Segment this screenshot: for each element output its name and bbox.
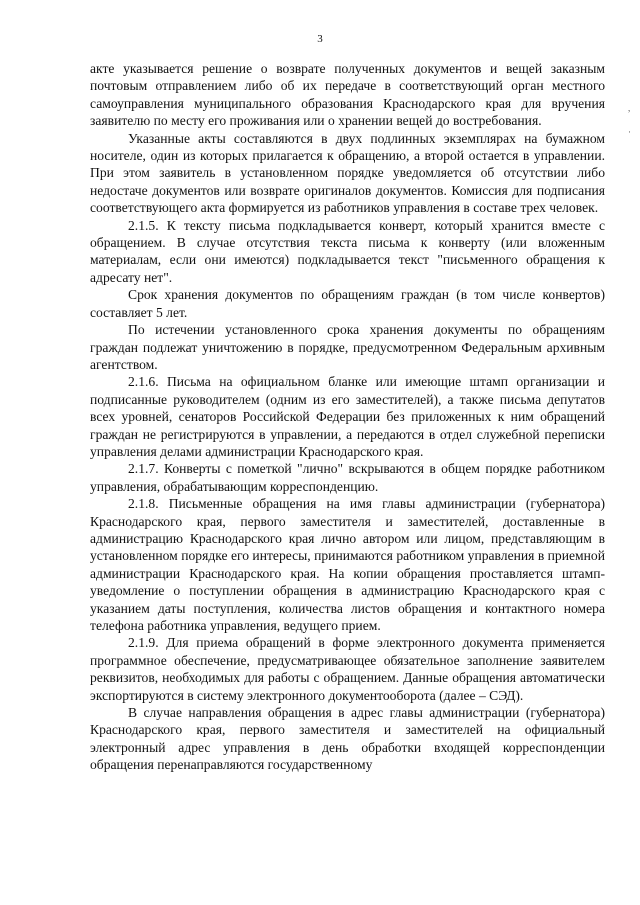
paragraph-2-1-9: 2.1.9. Для приема обращений в форме электронного документа применяется программное обеспечение, предусматривающее обязательное заполнение заявителем реквизитов, необходимых для работы с обращением. Данные обращения автоматически экспортируются в систему электронного документооборота (далее – СЭД). (90, 635, 605, 703)
margin-mark: · (628, 127, 631, 137)
page-number: 3 (317, 33, 323, 45)
margin-mark: , (628, 103, 631, 113)
paragraph-electronic-address: В случае направления обращения в адрес главы администрации (губернатора) Краснодарского края, первого заместителя и заместителей на официальный электронный адрес управления в день обработки входящей корреспонденции обращения перенаправляются государственному (90, 705, 605, 773)
paragraph-2-1-8: 2.1.8. Письменные обращения на имя главы администрации (губернатора) Краснодарского края, первого заместителя и заместителей, доставленные в администрацию Краснодарского края лично автором или лицом, представляющим в установленном порядке его интересы, принимаются работником управления в приемной администрации Краснодарского края. На копии обращения проставляется штамп-уведомление о поступлении обращения в администрацию Краснодарского края с указанием даты поступления, количества листов обращения и контактного номера телефона работника управления, ведущего прием. (90, 496, 605, 633)
paragraph-2-1-5: 2.1.5. К тексту письма подкладывается конверт, который хранится вместе с обращением. В случае отсутствия текста письма к конверту (или вложенным материалам, если они имеются) подкладывается текст "письменного обращения к адресату нет". (90, 217, 605, 285)
paragraph-acts: Указанные акты составляются в двух подлинных экземплярах на бумажном носителе, один из которых прилагается к обращению, а второй остается в управлении. При этом заявитель в установленном порядке уведомляется об отсутствии либо недостаче документов или возврате оригиналов документов. Комиссия для подписания соответствующего акта формируется из работников управления в составе трех человек. (90, 130, 605, 216)
paragraph-continuation: акте указывается решение о возврате полученных документов и вещей заказным почтовым отправлением либо об их передаче в соответствующий орган местного самоуправления муниципального образования Краснодарского края для вручения заявителю по месту его проживания или о хранении вещей до востребования. (90, 61, 605, 129)
paragraph-2-1-6: 2.1.6. Письма на официальном бланке или имеющие штамп организации и подписанные руководителем (одним из его заместителей), а также письма депутатов всех уровней, сенаторов Российской Федерации без приложенных к ним обращений граждан не регистрируются в управлении, а передаются в отдел служебной переписки управления делами администрации Краснодарского края. (90, 374, 605, 459)
paragraph-destruction: По истечении установленного срока хранения документы по обращениям граждан подлежат уничтожению в порядке, предусмотренном Федеральным архивным агентством. (90, 322, 605, 372)
paragraph-storage-term: Срок хранения документов по обращениям граждан (в том числе конвертов) составляет 5 лет. (90, 287, 605, 320)
document-body (90, 60, 605, 774)
paragraph-2-1-7: 2.1.7. Конверты с пометкой "лично" вскрываются в общем порядке работником управления, обрабатывающим корреспонденцию. (90, 461, 605, 494)
